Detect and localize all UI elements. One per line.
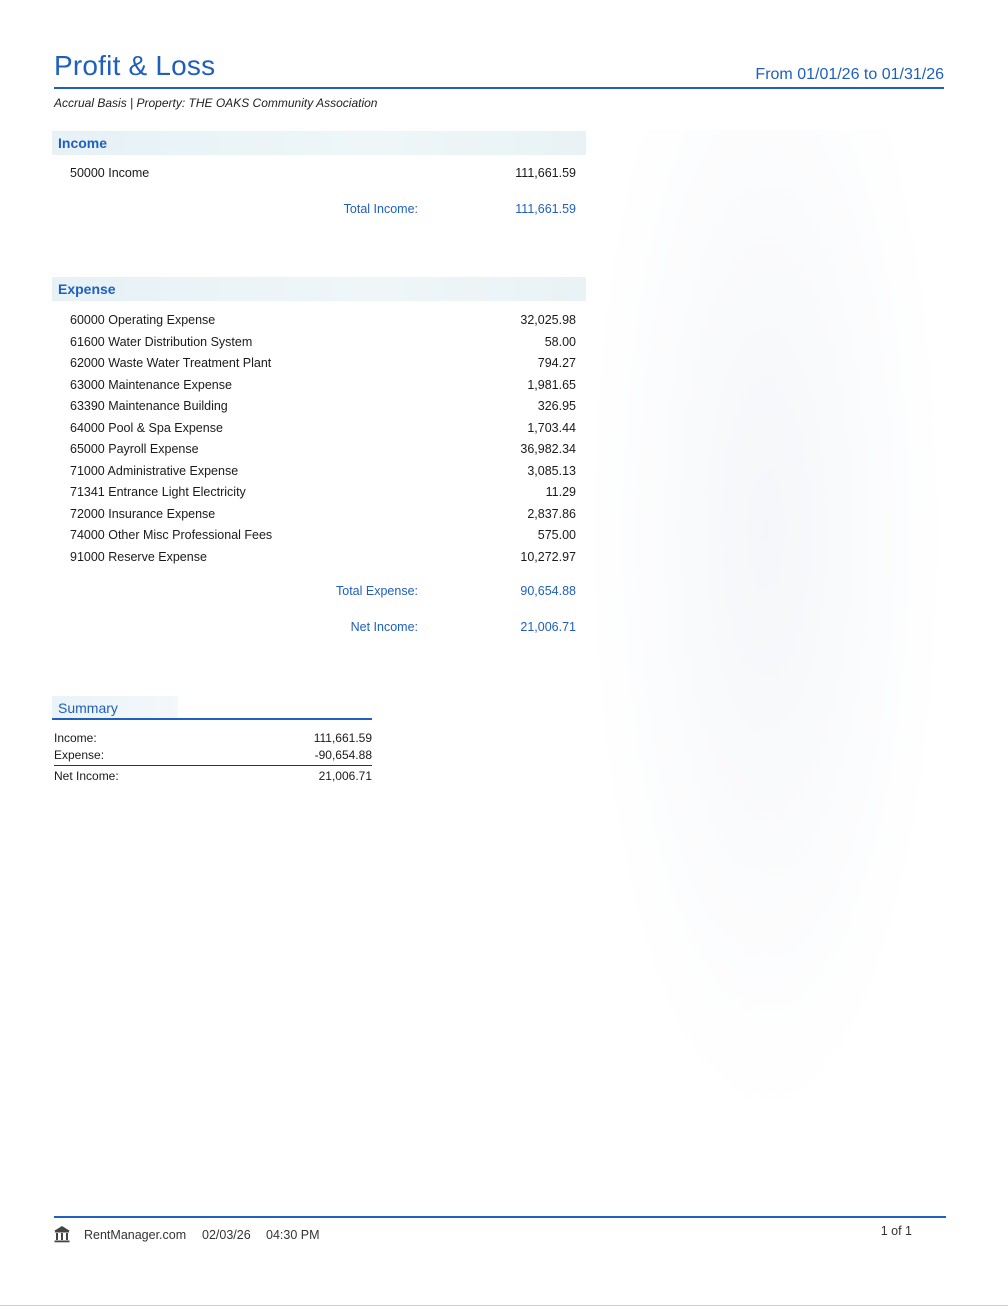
expense-line-item (70, 464, 576, 482)
summary-header (52, 696, 178, 718)
line-item-name: 61600 Water Distribution System (70, 334, 253, 349)
line-item-amount: 794.27 (537, 356, 576, 370)
line-item-amount: 326.95 (537, 399, 576, 413)
expense-line-item (70, 335, 576, 353)
expense-line-item (70, 421, 576, 439)
income-line-item (70, 166, 576, 184)
footer-date: 02/03/26 (202, 1228, 251, 1242)
summary-row-amount: 111,661.59 (313, 731, 372, 745)
report-title: Profit & Loss (54, 50, 216, 81)
expense-line-item (70, 399, 576, 417)
net-income-row (200, 620, 576, 638)
line-item-amount: 2,837.86 (527, 506, 576, 521)
summary-divider (52, 718, 372, 720)
income-section-header (52, 131, 586, 155)
line-item-name: 71341 Entrance Light Electricity (70, 485, 246, 499)
summary-row (54, 769, 372, 786)
total-income-amount: 111,661.59 (515, 202, 576, 216)
summary-row (54, 731, 372, 748)
expense-line-item (70, 550, 576, 568)
line-item-name: 72000 Insurance Expense (70, 506, 216, 521)
total-income-row (200, 202, 576, 220)
summary-row-label: Net Income: (54, 769, 119, 783)
summary-row-amount: 21,006.71 (318, 769, 372, 783)
line-item-name: 65000 Payroll Expense (70, 442, 199, 456)
line-item-amount: 58.00 (544, 334, 576, 349)
summary-title: Summary (58, 700, 118, 716)
summary-row (54, 748, 372, 765)
line-item-amount: 36,982.34 (520, 442, 576, 456)
accounting-basis: Accrual Basis (54, 96, 127, 110)
line-item-name: 74000 Other Misc Professional Fees (70, 528, 273, 542)
footer-site: RentManager.com (84, 1228, 187, 1242)
line-item-name: 62000 Waste Water Treatment Plant (70, 356, 272, 370)
expense-line-item (70, 442, 576, 460)
line-item-amount: 10,272.97 (520, 549, 576, 564)
line-item-name: 71000 Administrative Expense (70, 463, 239, 478)
expense-line-item (70, 356, 576, 374)
date-range: From 01/01/26 to 01/31/26 (755, 66, 944, 83)
expense-line-item (70, 378, 576, 396)
summary-row-label: Expense: (54, 748, 105, 762)
line-item-amount: 11.29 (545, 485, 576, 499)
line-item-amount: 1,703.44 (527, 420, 576, 435)
line-item-name: 64000 Pool & Spa Expense (70, 420, 223, 435)
net-income-amount: 21,006.71 (520, 620, 576, 634)
expense-line-item (70, 313, 576, 331)
footer-time: 04:30 PM (266, 1228, 320, 1242)
line-item-amount: 32,025.98 (520, 313, 576, 327)
report-subtitle (54, 96, 377, 110)
line-item-amount: 111,661.59 (515, 166, 576, 180)
summary-total-rule (54, 765, 372, 766)
line-item-name: 63390 Maintenance Building (70, 399, 228, 413)
footer-divider (54, 1216, 946, 1218)
expense-line-item (70, 528, 576, 546)
income-section-label: Income (58, 135, 108, 151)
page-number: 1 of 1 (880, 1224, 912, 1238)
summary-row-label: Income: (54, 731, 97, 745)
total-expense-row (200, 584, 576, 602)
line-item-name: 50000 Income (70, 166, 150, 180)
net-income-label: Net Income: (350, 620, 418, 634)
expense-section-header (52, 277, 586, 301)
summary-row-amount: -90,654.88 (314, 748, 372, 762)
line-item-amount: 575.00 (537, 528, 576, 542)
property-name: | Property: THE OAKS Community Association (130, 96, 378, 110)
line-item-name: 63000 Maintenance Expense (70, 377, 232, 392)
total-expense-amount: 90,654.88 (520, 584, 576, 598)
line-item-amount: 1,981.65 (527, 377, 576, 392)
page-edge (0, 1305, 1008, 1306)
line-item-name: 91000 Reserve Expense (70, 549, 207, 564)
total-expense-label: Total Expense: (336, 584, 418, 598)
line-item-amount: 3,085.13 (527, 463, 576, 478)
bleed-through-shadow (586, 130, 946, 1130)
expense-section-label: Expense (58, 281, 116, 297)
total-income-label: Total Income: (343, 202, 418, 216)
expense-line-item (70, 485, 576, 503)
line-item-name: 60000 Operating Expense (70, 313, 216, 327)
header-divider (54, 87, 944, 89)
expense-line-item (70, 507, 576, 525)
building-icon (52, 1224, 72, 1244)
